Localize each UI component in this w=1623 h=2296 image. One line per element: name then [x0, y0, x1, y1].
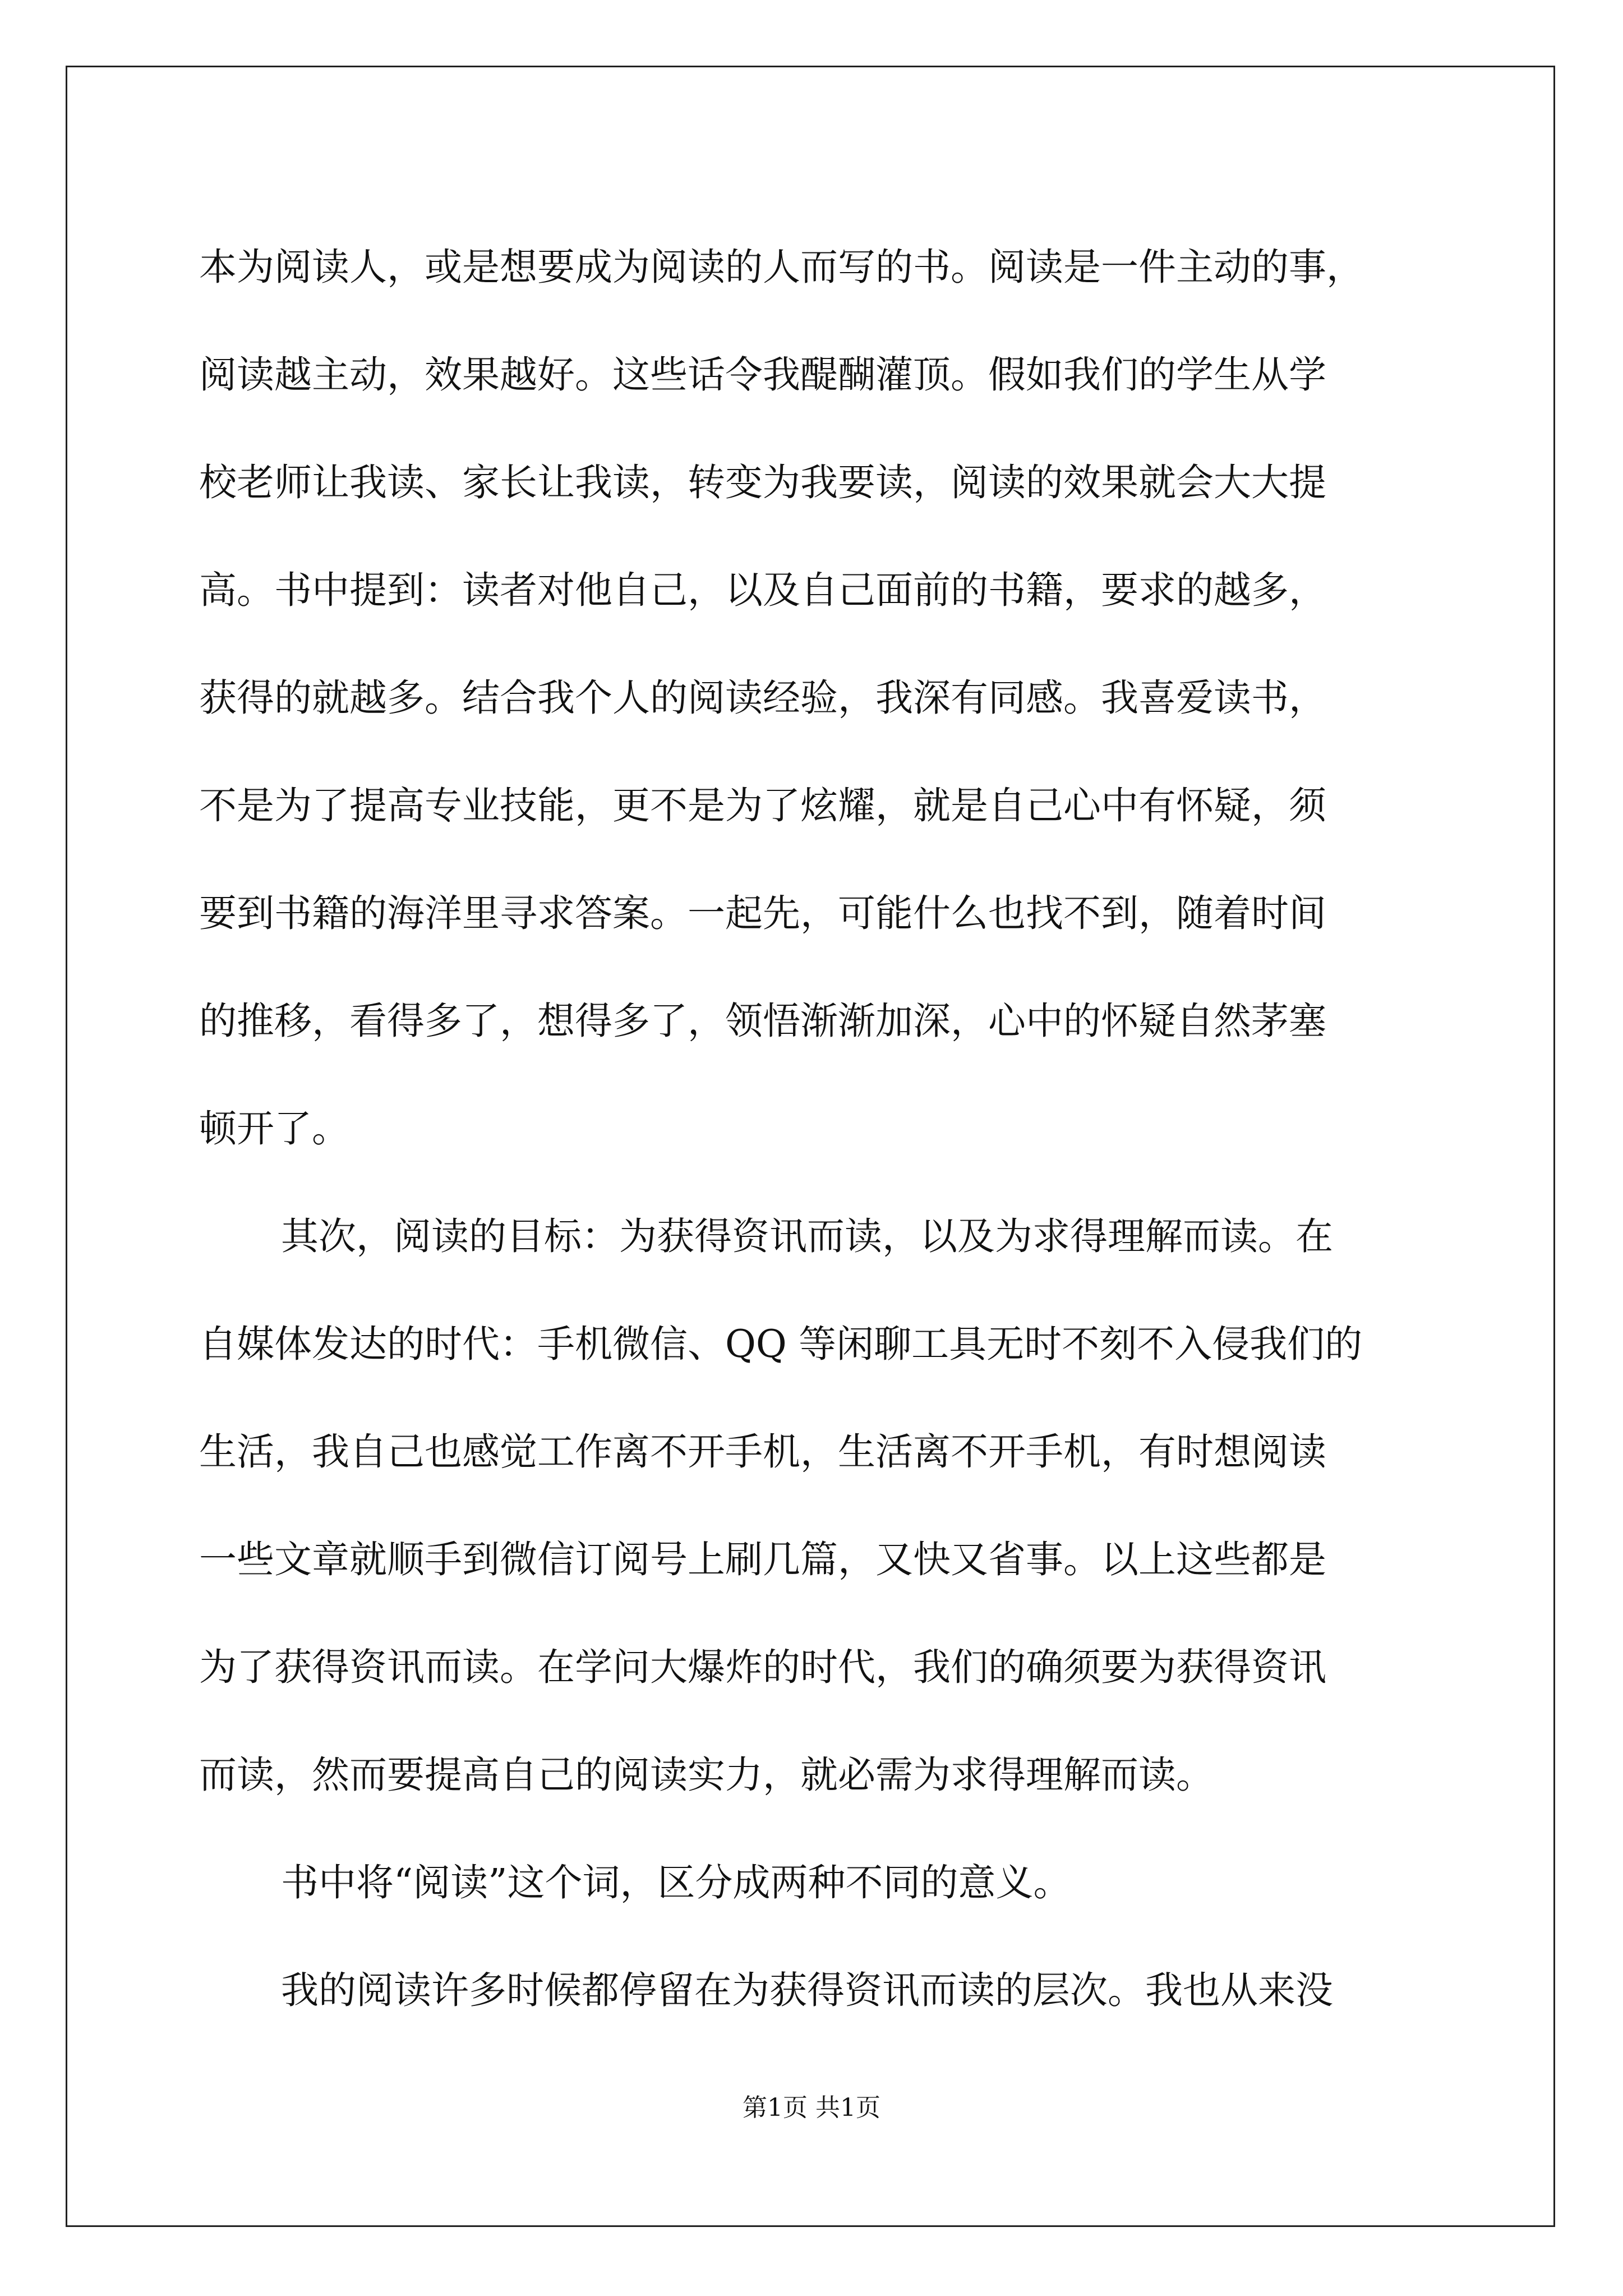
text-line: 自媒体发达的时代：手机微信、QQ 等闲聊工具无时不刻不入侵我们的: [199, 1322, 1363, 1366]
page-footer: 第1页 共1页: [743, 2093, 880, 2122]
document-body: [199, 213, 1433, 2044]
text-line: 的推移，看得多了，想得多了，领悟渐渐加深，心中的怀疑自然茅塞: [199, 999, 1326, 1043]
text-line: 阅读越主动，效果越好。这些话令我醍醐灌顶。假如我们的学生从学: [199, 353, 1326, 397]
text-line: 书中将“阅读”这个词，区分成两种不同的意义。: [281, 1861, 1071, 1904]
text-line: 获得的就越多。结合我个人的阅读经验，我深有同感。我喜爱读书，: [199, 676, 1326, 720]
text-line: 我的阅读许多时候都停留在为获得资讯而读的层次。我也从来没: [281, 1968, 1333, 2012]
text-line: 本为阅读人，或是想要成为阅读的人而写的书。阅读是一件主动的事，: [199, 245, 1364, 289]
text-line: 校老师让我读、家长让我读，转变为我要读，阅读的效果就会大大提: [199, 461, 1326, 504]
text-line: 高。书中提到：读者对他自己，以及自己面前的书籍，要求的越多，: [199, 568, 1326, 612]
text-line: 为了获得资讯而读。在学问大爆炸的时代，我们的确须要为获得资讯: [199, 1645, 1326, 1689]
text-line: 一些文章就顺手到微信订阅号上刷几篇，又快又省事。以上这些都是: [199, 1538, 1326, 1581]
text-line: 不是为了提高专业技能，更不是为了炫耀，就是自己心中有怀疑，须: [199, 784, 1326, 827]
text-line: 顿开了。: [199, 1107, 349, 1151]
text-line: 其次，阅读的目标：为获得资讯而读，以及为求得理解而读。在: [281, 1214, 1333, 1258]
text-line: 要到书籍的海洋里寻求答案。一起先，可能什么也找不到，随着时间: [199, 891, 1326, 935]
text-line: 而读，然而要提高自己的阅读实力，就必需为求得理解而读。: [199, 1753, 1214, 1797]
text-line: 生活，我自己也感觉工作离不开手机，生活离不开手机，有时想阅读: [199, 1430, 1326, 1474]
